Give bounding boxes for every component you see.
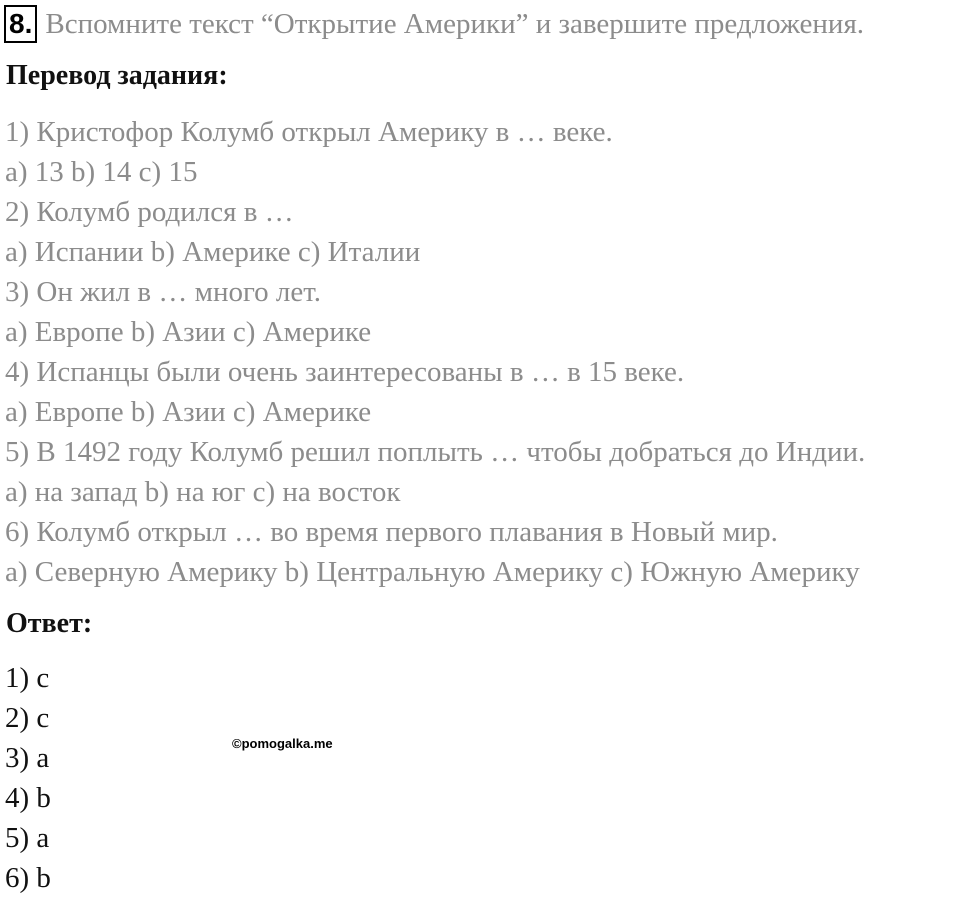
translation-line: 2) Колумб родился в … [5,196,294,228]
translation-line: 6) Колумб открыл … во время первого плавания в Новый мир. [5,516,778,548]
translation-line: a) Испании b) Америке c) Италии [5,236,421,268]
translation-line: a) Северную Америку b) Центральную Америку c) Южную Америку [5,556,860,588]
answer-item: 4) b [5,782,51,814]
answer-list [5,658,51,898]
translation-title: Перевод задания: [6,60,228,91]
translation-line: 5) В 1492 году Колумб решил поплыть … чтобы добраться до Индии. [5,436,866,468]
translation-line: a) Европе b) Азии c) Америке [5,396,372,428]
answer-item: 2) c [5,702,50,734]
task-instruction: Вспомните текст “Открытие Америки” и завершите предложения. [45,7,865,40]
task-header [4,2,864,46]
translation-line: 1) Кристофор Колумб открыл Америку в … веке. [5,116,613,148]
translation-line: a) на запад b) на юг c) на восток [5,476,401,508]
answer-item: 3) a [5,742,50,774]
watermark: ©pomogalka.me [232,736,333,751]
answer-item: 1) c [5,662,50,694]
translation-line: 3) Он жил в … много лет. [5,276,321,308]
answer-item: 6) b [5,862,51,894]
answer-item: 5) a [5,822,50,854]
translation-line: a) Европе b) Азии c) Америке [5,316,372,348]
task-number-badge: 8. [4,5,37,43]
translation-line: a) 13 b) 14 c) 15 [5,156,198,188]
translation-list [5,112,960,592]
answer-title: Ответ: [6,608,93,639]
translation-line: 4) Испанцы были очень заинтересованы в … в 15 веке. [5,356,685,388]
